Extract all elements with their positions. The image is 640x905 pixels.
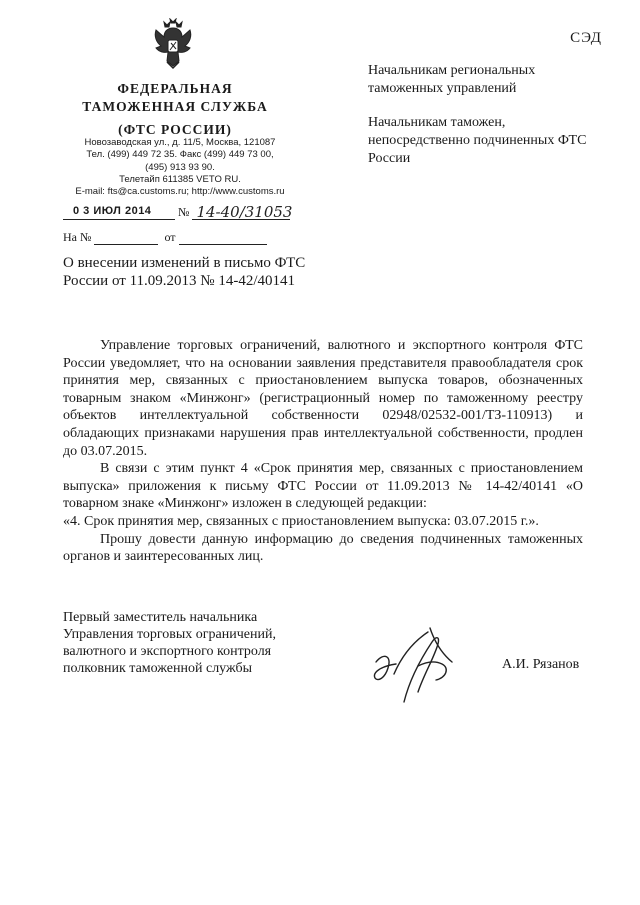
from-label: от xyxy=(164,230,176,244)
signatory-title-line3: валютного и экспортного контроля xyxy=(63,644,272,659)
organization-block xyxy=(60,80,290,138)
body-paragraph-2: В связи с этим пункт 4 «Срок принятия мер, связанных с приостановлением выпуска» приложения к письму ФТС России от 11.09.2013 № 14-42/40141 «О товарном знаке «Минжонг» изложен в следующей редакции: xyxy=(63,461,583,512)
letter-body xyxy=(63,337,583,566)
email: E-mail: fts@ca.customs.ru; http://www.customs.ru xyxy=(75,186,285,198)
addressee-2: Начальникам таможен, непосредственно подчиненных ФТС России xyxy=(368,115,587,166)
addressees-block xyxy=(368,62,608,184)
number-field xyxy=(192,203,293,221)
handwritten-signature-icon xyxy=(370,622,460,707)
teletype: Телетайп 611385 VETO RU. xyxy=(119,173,241,185)
date-field xyxy=(63,203,175,220)
phones: Тел. (499) 449 72 35. Факс (499) 449 73 00, xyxy=(86,149,274,161)
address: Новозаводская ул., д. 11/5, Москва, 121087 xyxy=(84,137,276,148)
ref-date-blank xyxy=(179,232,267,245)
ref-label: На № xyxy=(63,230,92,244)
eagle-emblem-icon xyxy=(150,18,196,70)
phones-2: (495) 913 93 90. xyxy=(145,161,215,173)
registration-date: 0 3 ИЮЛ 2014 xyxy=(73,205,152,217)
number-label: № xyxy=(178,205,190,219)
signatory-title-line2: Управления торговых ограничений, xyxy=(63,627,276,642)
registration-line xyxy=(63,203,293,221)
org-name-line1: ФЕДЕРАЛЬНАЯ xyxy=(117,81,233,96)
signatory-title-line1: Первый заместитель начальника xyxy=(63,610,258,625)
body-paragraph-1: Управление торговых ограничений, валютного и экспортного контроля ФТС России уведомляет, что на основании заявления представителя правообладателя срок принятия мер, связанных с приостановлением выпуска товаров, обозначенных товарным знаком «Минжонг» (регистрационный номер по таможенному реестру объектов интеллектуальной собственности 02948/02532-001/ТЗ-110913) и обладающих признаками нарушения прав интеллектуальной собственности, продлен до 03.07.2015. xyxy=(63,338,583,459)
reference-line xyxy=(63,230,267,245)
body-paragraph-3: «4. Срок принятия мер, связанных с приостановлением выпуска: 03.07.2015 г.». xyxy=(63,513,539,529)
contacts-block xyxy=(60,137,300,198)
org-abbreviation: (ФТС РОССИИ) xyxy=(118,122,232,137)
registration-number: 14-40/31053 xyxy=(196,203,293,221)
signatory-title xyxy=(63,609,323,677)
ref-number-blank xyxy=(94,232,158,245)
addressee-1: Начальникам региональных таможенных управлений xyxy=(368,63,536,96)
signatory-title-line4: полковник таможенной службы xyxy=(63,661,253,676)
sed-mark: СЭД xyxy=(570,30,602,46)
body-paragraph-4: Прошу довести данную информацию до сведения подчиненных таможенных органов и заинтересованных лиц. xyxy=(63,531,583,565)
signatory-name: А.И. Рязанов xyxy=(502,657,580,672)
letter-subject: О внесении изменений в письмо ФТС России от 11.09.2013 № 14-42/40141 xyxy=(63,255,306,289)
org-name-line2: ТАМОЖЕННАЯ СЛУЖБА xyxy=(82,99,268,114)
